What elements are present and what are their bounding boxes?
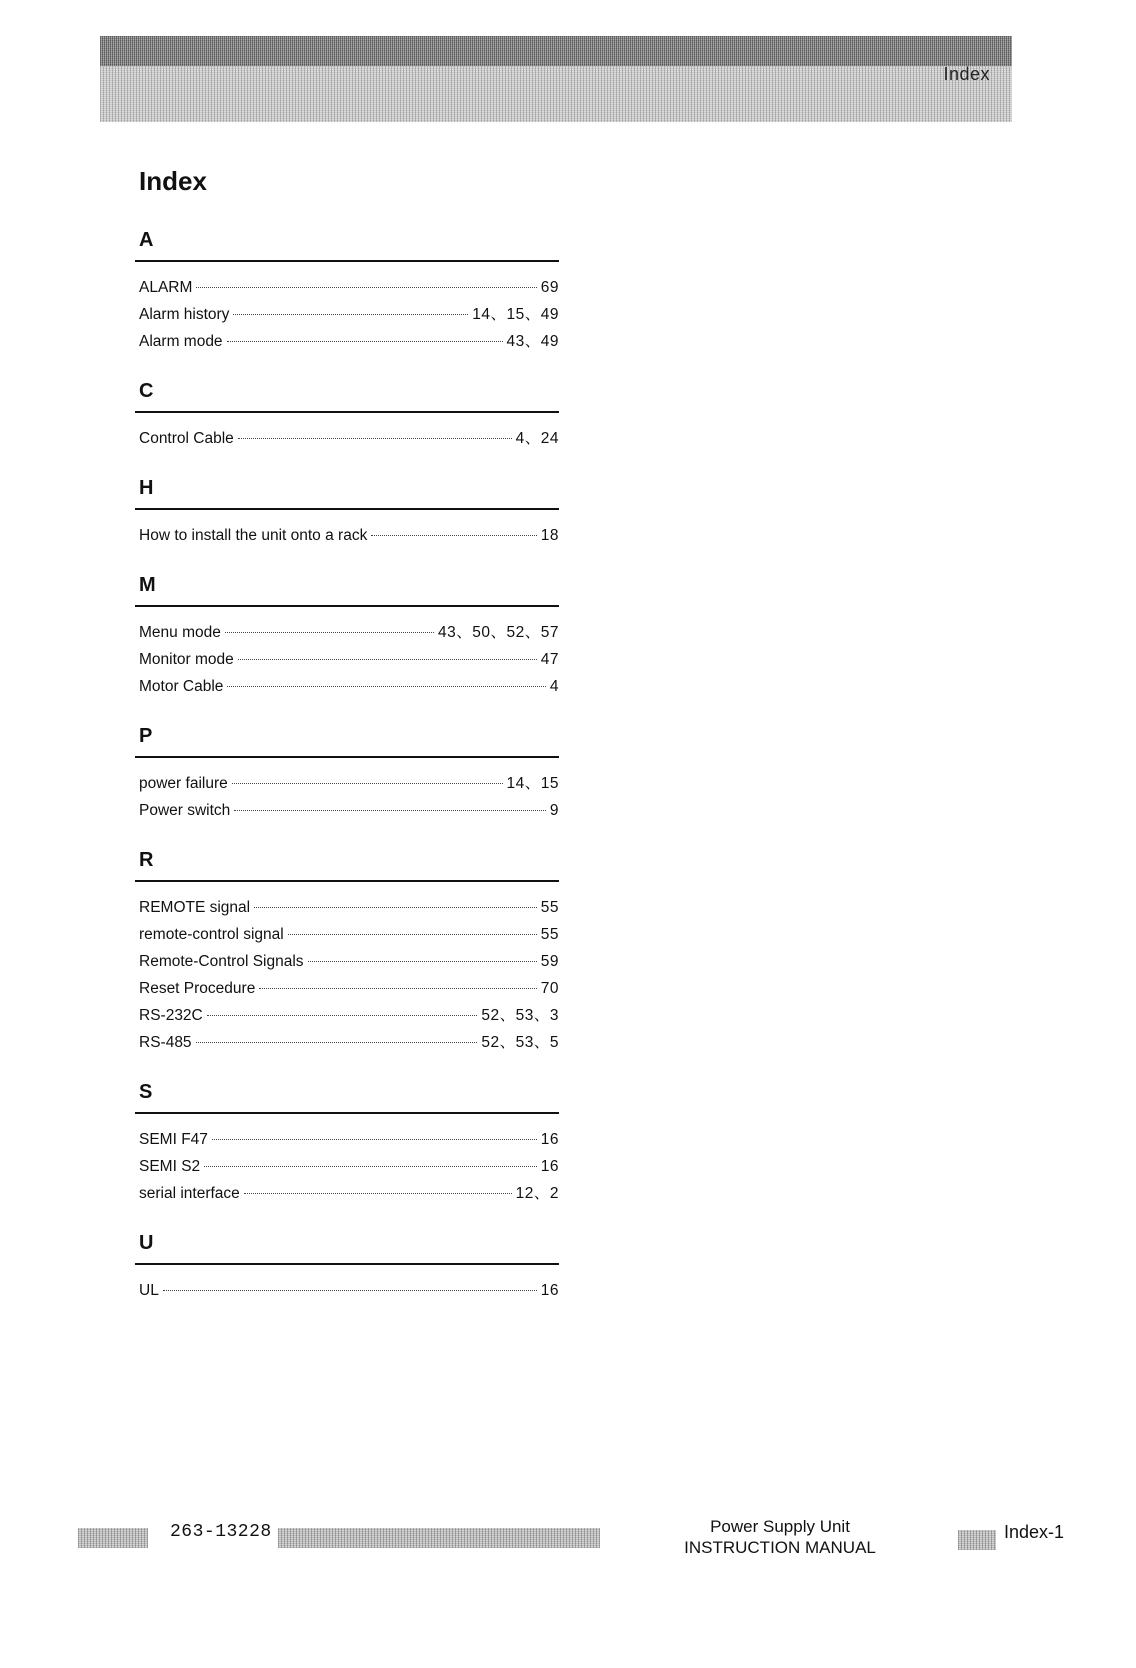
index-pages: 4、24 [515, 430, 559, 447]
index-pages: 55 [540, 899, 559, 916]
dot-leader [234, 810, 546, 811]
footer-pattern-left [78, 1528, 148, 1548]
section-letter: S [139, 1081, 153, 1103]
dot-leader [227, 686, 545, 687]
index-entry [135, 673, 559, 700]
page-title: Index [139, 166, 207, 196]
index-section-h [135, 474, 559, 549]
index-pages: 47 [540, 651, 559, 668]
index-entry [135, 975, 559, 1002]
dot-leader [163, 1290, 537, 1291]
index-term: serial interface [139, 1185, 240, 1202]
doc-number: 263-13228 [170, 1522, 272, 1542]
dot-leader [204, 1166, 537, 1167]
index-section-r [135, 846, 559, 1056]
footer-pattern-right [958, 1530, 996, 1550]
index-pages: 16 [540, 1131, 559, 1148]
dot-leader [238, 438, 512, 439]
index-entry [135, 797, 559, 824]
section-divider [135, 411, 559, 413]
page-number: Index-1 [1004, 1522, 1065, 1542]
index-term: power failure [139, 775, 228, 792]
section-letter: R [139, 849, 154, 871]
index-entry [135, 328, 559, 355]
section-letter: C [139, 380, 154, 402]
index-entry [135, 1153, 559, 1180]
section-divider [135, 1263, 559, 1265]
section-letter: M [139, 574, 156, 596]
index-pages: 69 [540, 279, 559, 296]
index-pages: 18 [540, 527, 559, 544]
dot-leader [196, 287, 536, 288]
index-pages: 59 [540, 953, 559, 970]
dot-leader [308, 961, 537, 962]
dot-leader [232, 783, 503, 784]
index-section-p [135, 722, 559, 824]
section-letter: H [139, 477, 154, 499]
section-letter: P [139, 725, 153, 747]
index-pages: 12、2 [515, 1185, 559, 1202]
index-pages: 16 [540, 1282, 559, 1299]
dot-leader [196, 1042, 478, 1043]
index-pages: 52、53、5 [481, 1034, 559, 1051]
dot-leader [288, 934, 537, 935]
index-section-m [135, 571, 559, 700]
dot-leader [238, 659, 537, 660]
index-term: Menu mode [139, 624, 221, 641]
index-entry [135, 948, 559, 975]
index-pages: 16 [540, 1158, 559, 1175]
index-term: SEMI S2 [139, 1158, 201, 1175]
section-divider [135, 260, 559, 262]
index-term: remote-control signal [139, 926, 284, 943]
index-term: Monitor mode [139, 651, 234, 668]
section-letter: U [139, 1232, 154, 1254]
index-pages: 4 [549, 678, 559, 695]
index-term: Remote-Control Signals [139, 953, 304, 970]
index-list [135, 226, 559, 1326]
index-entry [135, 522, 559, 549]
index-term: RS-485 [139, 1034, 192, 1051]
product-title [660, 1516, 900, 1558]
index-pages: 55 [540, 926, 559, 943]
dot-leader [225, 632, 434, 633]
footer-pattern-middle [278, 1528, 600, 1548]
dot-leader [227, 341, 503, 342]
dot-leader [371, 535, 536, 536]
index-term: REMOTE signal [139, 899, 251, 916]
section-divider [135, 508, 559, 510]
index-term: Alarm history [139, 306, 230, 323]
section-divider [135, 605, 559, 607]
index-entry [135, 425, 559, 452]
index-entry [135, 1002, 559, 1029]
dot-leader [244, 1193, 512, 1194]
index-entry [135, 921, 559, 948]
index-pages: 52、53、3 [481, 1007, 559, 1024]
header-band [100, 36, 1012, 122]
index-entry [135, 770, 559, 797]
section-divider [135, 756, 559, 758]
index-term: SEMI F47 [139, 1131, 208, 1148]
header-label: Index [943, 64, 990, 84]
index-entry [135, 1029, 559, 1056]
product-line-2: INSTRUCTION MANUAL [684, 1538, 876, 1557]
index-section-u [135, 1229, 559, 1304]
index-term: ALARM [139, 279, 193, 296]
index-entry [135, 1277, 559, 1304]
section-letter: A [139, 229, 154, 251]
index-entry [135, 894, 559, 921]
index-term: RS-232C [139, 1007, 203, 1024]
index-entry [135, 1180, 559, 1207]
index-entry [135, 1126, 559, 1153]
index-entry [135, 274, 559, 301]
index-section-s [135, 1078, 559, 1207]
index-section-a [135, 226, 559, 355]
dot-leader [259, 988, 536, 989]
section-divider [135, 1112, 559, 1114]
dot-leader [254, 907, 537, 908]
dot-leader [212, 1139, 537, 1140]
index-term: Reset Procedure [139, 980, 256, 997]
index-term: How to install the unit onto a rack [139, 527, 368, 544]
index-term: Alarm mode [139, 333, 223, 350]
dot-leader [207, 1015, 478, 1016]
header-top-strip [100, 36, 1012, 66]
dot-leader [233, 314, 468, 315]
footer [0, 1508, 1136, 1568]
index-entry [135, 646, 559, 673]
index-pages: 14、15、49 [472, 306, 559, 323]
index-term: Control Cable [139, 430, 234, 447]
index-pages: 70 [540, 980, 559, 997]
index-term: Motor Cable [139, 678, 224, 695]
index-entry [135, 619, 559, 646]
index-pages: 43、49 [506, 333, 559, 350]
product-line-1: Power Supply Unit [710, 1517, 850, 1536]
index-term: Power switch [139, 802, 231, 819]
index-pages: 9 [549, 802, 559, 819]
index-term: UL [139, 1282, 159, 1299]
section-divider [135, 880, 559, 882]
index-pages: 43、50、52、57 [438, 624, 559, 641]
index-section-c [135, 377, 559, 452]
index-entry [135, 301, 559, 328]
index-pages: 14、15 [506, 775, 559, 792]
